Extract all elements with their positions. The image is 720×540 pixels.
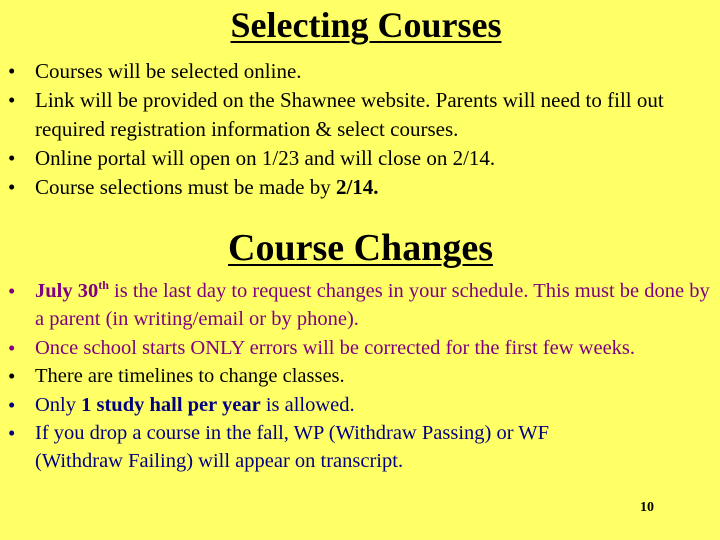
bullet-text: Course selections must be made by: [35, 175, 336, 199]
bullet-text: Courses will be selected online.: [35, 59, 302, 83]
bullet-text: Once school starts ONLY errors will be corrected for the first few weeks.: [35, 336, 636, 359]
bullet-text: is the last day to request changes in your schedule. This must be done by a parent (in writing/email or by phone).: [35, 280, 710, 331]
list-item: [0, 419, 720, 476]
course-changes-list: [0, 277, 720, 476]
section-title-course-changes: Course Changes: [228, 227, 493, 269]
bullet-icon: •: [8, 88, 16, 112]
change-deadline-date: July 30: [35, 280, 99, 302]
list-item: [0, 334, 720, 362]
bullet-icon: •: [8, 175, 16, 199]
date-ordinal-suffix: th: [98, 278, 109, 293]
bullet-icon: •: [8, 146, 16, 170]
list-item: [0, 86, 720, 144]
bullet-text: Only: [35, 393, 82, 416]
list-item: [0, 277, 720, 334]
bullet-text: is allowed.: [260, 393, 355, 416]
bullet-icon: •: [8, 335, 16, 360]
bullet-text: If you drop a course in the fall, WP (Withdraw Passing) or WF (Withdraw Failing) will appear on transcript.: [35, 422, 550, 473]
list-item: [0, 144, 720, 173]
section-title-selecting-courses: Selecting Courses: [230, 5, 502, 45]
bullet-icon: •: [8, 279, 16, 303]
bullet-icon: •: [8, 392, 16, 417]
bullet-text: Link will be provided on the Shawnee website. Parents will need to fill out required registration information & select courses.: [35, 88, 664, 141]
bullet-text: Online portal will open on 1/23 and will close on 2/14.: [35, 146, 496, 170]
selecting-courses-list: [0, 57, 720, 202]
slide-number: 10: [640, 500, 654, 515]
bullet-icon: •: [8, 421, 16, 446]
bullet-icon: •: [8, 59, 16, 83]
list-item: [0, 362, 720, 390]
study-hall-limit: 1 study hall per year: [81, 393, 261, 416]
deadline-date: 2/14.: [335, 175, 379, 199]
list-item: [0, 57, 720, 86]
list-item: [0, 173, 720, 202]
bullet-text: There are timelines to change classes.: [35, 365, 345, 388]
bullet-icon: •: [8, 364, 16, 389]
list-item: [0, 391, 720, 419]
